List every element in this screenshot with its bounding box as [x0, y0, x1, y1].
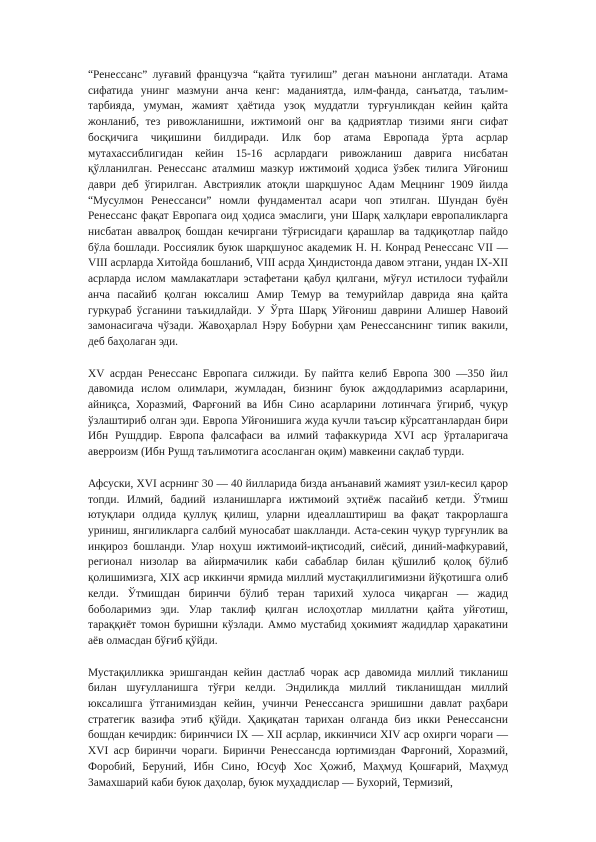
- paragraph-independence: Мустақилликка эришгандан кейин дастлаб чорак аср давомида миллий тикланиш билан шуғулланишга тўғри келди. Эндиликда миллий тикланишдан миллий юксалишга ўтганимиздан кейин, учинчи Ренессансга эришишни давлат раҳбари стратегик вазифа этиб қўйди. Ҳақиқатан тарихан олганда биз икки Ренессансни бошдан кечирдик: биринчиси IX — XII асрлар, иккинчиси XIV аср охирги чораги — XVI аср биринчи чораги. Биринчи Ренессансда юртимиздан Фарғоний, Хоразмий, Форобий, Беруний, Ибн Сино, Юсуф Хос Ҳожиб, Маҳмуд Қошғарий, Маҳмуд Замахшарий каби буюк даҳолар, буюк муҳаддислар — Бухорий, Термизий,: [88, 666, 508, 789]
- paragraph-stagnation: Афсуски, XVI асрнинг 30 — 40 йилларида бизда анъанавий жамият узил-кесил қарор топди. Илмий, бадиий изланишларга ижтимоий эҳтиёж пасайиб кетди. Ўтмиш ютуқлари олдида қуллуқ қилиш, уларни идеаллаштириш ва фақат такрорлашга уриниш, янгиликларга салбий муносабат шаклланди. Аста-секин чуқур турғунлик ва инқироз бошланди. Улар ноҳуш ижтимоий-иқтисодий, сиёсий, диний-мафкуравий, регионал низолар ва айирмачилик каби сабаблар билан қўшилиб қолоқ бўлиб қолишимизга, XIX аср иккинчи ярмида миллий мустақиллигимизни йўқотишга олиб келди. Ўтмишдан биринчи бўлиб теран тарихий хулоса чиқарган — жадид боболаримиз эди. Улар таклиф қилган ислоҳотлар миллатни қайта уйғотиш, тараққиёт томон буришни кўзлади. Аммо мустабид ҳокимият жадидлар ҳаракатини аёв олмасдан бўғиб қўйди.: [88, 477, 508, 647]
- paragraph-renaissance-definition: “Ренессанс” луғавий французча “қайта туғилиш” деган маънони англатади. Атама сифатида унинг мазмуни анча кенг: маданиятда, илм-фанда, санъатда, таълим-тарбияда, умуман, жамият ҳаётида узоқ муддатли турғунликдан кейин қайта жонланиб, тез ривожланишни, ижтимоий онг ва қадриятлар тизими янги сифат босқичига чиқишини билдиради. Илк бор атама Европада ўрта асрлар мутахассиблигидан кейин 15-16 асрлардаги ривожланиш даврига нисбатан қўлланилган. Ренессанс аталмиш мазкур ижтимоий ҳодиса ўзбек тилига Уйғониш даври деб ўгирилган. Австриялик атоқли шарқшунос Адам Мецнинг 1909 йилда “Мусулмон Ренессанси” номли фундаментал асари чоп этилган. Шундан буён Ренессанс фақат Европага оид ҳодиса эмаслиги, уни Шарқ халқлари европаликларга нисбатан аввалроқ бошдан кечиргани тўғрисидаги қарашлар ва тадқиқотлар пайдо бўла бошлади. Россиялик буюк шарқшунос академик Н. Н. Конрад Ренессанс VII — VIII асрларда Хитойда бошланиб, VIII асрда Ҳиндистонда давом этгани, ундан IX-XII асрларда ислом мамлакатлари эстафетани қабул қилгани, мўғул истилоси туфайли анча пасайиб қолган юксалиш Амир Темур ва темурийлар даврида яна қайта гуркураб ўсганини таъкидлайди. У Ўрта Шарқ Уйғониш даврини Алишер Навоий замонасигача чўзади. Жавоҳарлал Нэру Бобурни ҳам Ренессанснинг типик вакили, деб баҳолаган эди.: [88, 69, 508, 348]
- document-page: [88, 68, 508, 807]
- paragraph-europe-renaissance: XV асрдан Ренессанс Европага силжиди. Бу пайтга келиб Европа 300 —350 йил давомида ислом олимлари, жумладан, бизнинг буюк аждодларимиз асарларини, айниқса, Хоразмий, Фарғоний ва Ибн Сино асарларини лотинчага ўгириб, чуқур ўзлаштириб олган эди. Европа Уйғонишига жуда кучли таъсир кўрсатганлардан бири Ибн Рушддир. Европа фалсафаси ва илмий тафаккурида XVI аср ўрталаригача аверроизм (Ибн Рушд таълимотига асосланган оқим) мавкеини сақлаб турди.: [88, 367, 508, 459]
